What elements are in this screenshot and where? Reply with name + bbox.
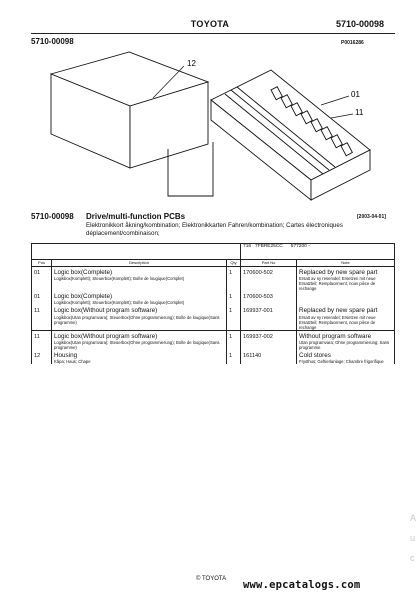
row-part-no: 170600-502	[243, 270, 273, 276]
col-pos: Pos	[32, 260, 52, 267]
callout-01: 01	[351, 90, 360, 99]
row-note-translation: Ersatt av ny reservdel; Ersetzen mit neue Ersatzteil; Remplacement, nouv pièce de rechange	[299, 276, 376, 292]
housing-drawing	[51, 52, 208, 168]
column-header-row	[32, 260, 395, 267]
logic-box-drawing	[211, 70, 370, 200]
row-note-translation: Frysthus; Geftierlanlage; Chambre frigorifique	[299, 359, 384, 365]
image-ref: P0016286	[341, 40, 364, 46]
col-qty: Qty	[227, 260, 241, 267]
parts-table	[31, 243, 395, 364]
col-part-no: Part No	[241, 260, 297, 267]
footer-brand: © TOYOTA	[196, 576, 227, 582]
row-pos: 12	[34, 352, 41, 359]
part-code: 5710-00098	[31, 37, 74, 46]
footer-url[interactable]: www.epcatalogs.com	[243, 579, 361, 591]
row-translation: Logikbox(Utan programvara); Steuerbox(Ohne programmierung); Boîte de lougique(Sans programme)	[54, 339, 220, 350]
callout-12: 12	[187, 59, 196, 68]
row-note-translation: Utan programvara; Ohne programmierung; Sans programme	[299, 339, 390, 350]
col-description: Description	[52, 260, 227, 267]
table-row	[32, 305, 395, 330]
row-qty: 1	[229, 294, 233, 301]
row-translation: Logikbox(Utan programvara); Steuerbox(Ohne programmierung); Boîte de lougique(Sans programme)	[54, 314, 220, 325]
row-note: Without program software	[299, 332, 372, 340]
row-name: Housing	[54, 351, 78, 359]
table-row	[32, 350, 395, 364]
row-part-no: 170600-503	[243, 294, 273, 301]
row-qty: 1	[229, 333, 233, 340]
row-pos: 01	[34, 270, 41, 276]
row-translation: Kåpa; Haus; Chape	[54, 359, 91, 365]
section-title: Drive/multi-function PCBs	[86, 212, 186, 221]
row-qty: 1	[229, 308, 233, 315]
row-translation: Logikbox(Komplett); Steuerbox(Komplett); Boîte de lougique(Complet)	[54, 300, 185, 306]
row-translation: Logikbox(Komplett); Steuerbox(Komplett); Boîte de lougique(Complet)	[54, 276, 185, 282]
edge-text: A u c	[410, 513, 417, 563]
row-part-no: 169937-002	[243, 333, 273, 340]
row-name: Logic box(Without program software)	[54, 307, 158, 315]
section-date: [2003-04-01]	[357, 214, 386, 220]
row-pos: 11	[34, 308, 40, 315]
row-note: Cold stores	[299, 351, 331, 359]
parts-illustration	[31, 48, 395, 206]
model-number: 716	[243, 244, 252, 249]
row-pos: 11	[34, 333, 40, 340]
row-name: Logic box(Complete)	[54, 269, 113, 276]
row-note: Replaced by new spare part	[299, 269, 378, 276]
row-qty: 1	[229, 352, 233, 359]
row-part-no: 161140	[243, 352, 262, 359]
callout-11: 11	[355, 108, 364, 117]
row-pos: 01	[34, 294, 41, 301]
col-note: Note	[297, 260, 395, 267]
model-name: 7FBRE25CC	[255, 244, 283, 249]
row-note-translation: Ersatt av ny reservdel; Ersetzen mit neue Ersatzteil; Remplacement, nouv pièce de rechange	[299, 314, 376, 330]
row-qty: 1	[229, 270, 233, 276]
table-row	[32, 267, 395, 292]
header-brand: TOYOTA	[190, 19, 230, 29]
header-page-code: 5710-00098	[336, 19, 385, 29]
header-rule	[31, 33, 395, 34]
table-row	[32, 291, 395, 305]
table-row	[32, 330, 395, 350]
section-subtitle: Elektronikkort åkning/kombination; Elektronikkarten Fahren/kombination; Cartes électroniques déplacement/combinaison;	[86, 222, 343, 237]
row-name: Logic box(Complete)	[54, 293, 113, 301]
model-serial: 577200 -	[290, 244, 310, 249]
row-name: Logic box(Without program software)	[54, 332, 158, 340]
model-row	[32, 244, 395, 260]
row-note: Replaced by new spare part	[299, 307, 378, 315]
section-code: 5710-00098	[31, 212, 74, 221]
row-part-no: 169937-001	[243, 308, 273, 315]
